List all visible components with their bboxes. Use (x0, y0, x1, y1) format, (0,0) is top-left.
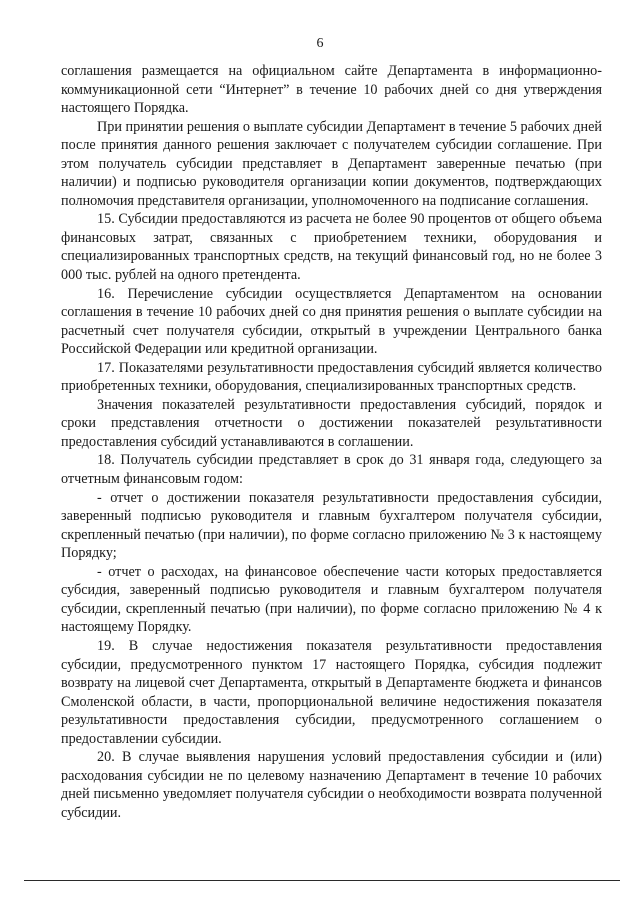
paragraph-20: 20. В случае выявления нарушения условий предоставления субсидии и (или) расходования субсидии не по целевому назначению Департамент в течение 10 рабочих дней письменно уведомляет получателя субсидии о необходимости возврата полученной субсидии. (61, 749, 602, 821)
paragraph-19: 19. В случае недостижения показателя результативности предоставления субсидии, предусмотренного пунктом 17 настоящего Порядка, субсидия подлежит возврату на лицевой счет Департамента, открытый в Департаменте бюджета и финансов Смоленской области, в части, пропорциональной величине недостижения показателя результативности предоставления субсидии, предусмотренного соглашением о предоставлении субсидии. (61, 637, 602, 747)
page-number: 6 (316, 36, 324, 51)
paragraph-agreement-publication: соглашения размещается на официальном сайте Департамента в информационно-коммуникационной сети “Интернет” в течение 10 рабочих дней со дня утверждения настоящего Порядка. (61, 63, 602, 117)
paragraph-15: 15. Субсидии предоставляются из расчета не более 90 процентов от общего объема финансовых затрат, связанных с приобретением техники, оборудования и специализированных транспортных средств, на текущий финансовый год, но не более 3 000 тыс. рублей на одного претендента. (61, 211, 602, 284)
paragraph-17: 17. Показателями результативности предоставления субсидий является количество приобретенных техники, оборудования, специализированных транспортных средств. (61, 359, 602, 395)
paragraph-17-values: Значения показателей результативности предоставления субсидий, порядок и сроки представления отчетности о достижении показателей результативности предоставления субсидий устанавливаются в соглашении. (61, 396, 602, 450)
paragraph-18: 18. Получатель субсидии представляет в срок до 31 января года, следующего за отчетным финансовым годом: (61, 452, 602, 488)
document-body (61, 62, 602, 822)
paragraph-agreement-conclusion: При принятии решения о выплате субсидии Департамент в течение 5 рабочих дней после принятия данного решения заключает с получателем субсидии соглашение. При этом получатель субсидии представляет в Департамент заверенные печатью (при наличии) и подписью руководителя организации копии документов, подтверждающих полномочия представителя организации, уполномоченного на подписание соглашения. (61, 118, 602, 209)
footer-divider (24, 880, 620, 881)
paragraph-16: 16. Перечисление субсидии осуществляется Департаментом на основании соглашения в течение 10 рабочих дней со дня принятия решения о выплате субсидии на расчетный счет получателя субсидии, открытый в учреждении Центрального банка Российской Федерации или кредитной организации. (61, 285, 602, 358)
paragraph-18-report-results: - отчет о достижении показателя результативности предоставления субсидии, заверенный подписью руководителя и главным бухгалтером получателя субсидии, скрепленный печатью (при наличии), по форме согласно приложению № 3 к настоящему Порядку; (61, 489, 602, 562)
paragraph-18-report-expenses: - отчет о расходах, на финансовое обеспечение части которых предоставляется субсидия, заверенный подписью руководителя и главным бухгалтером получателя субсидии, скрепленный печатью (при наличии), по форме согласно приложению № 4 к настоящему Порядку. (61, 563, 602, 636)
